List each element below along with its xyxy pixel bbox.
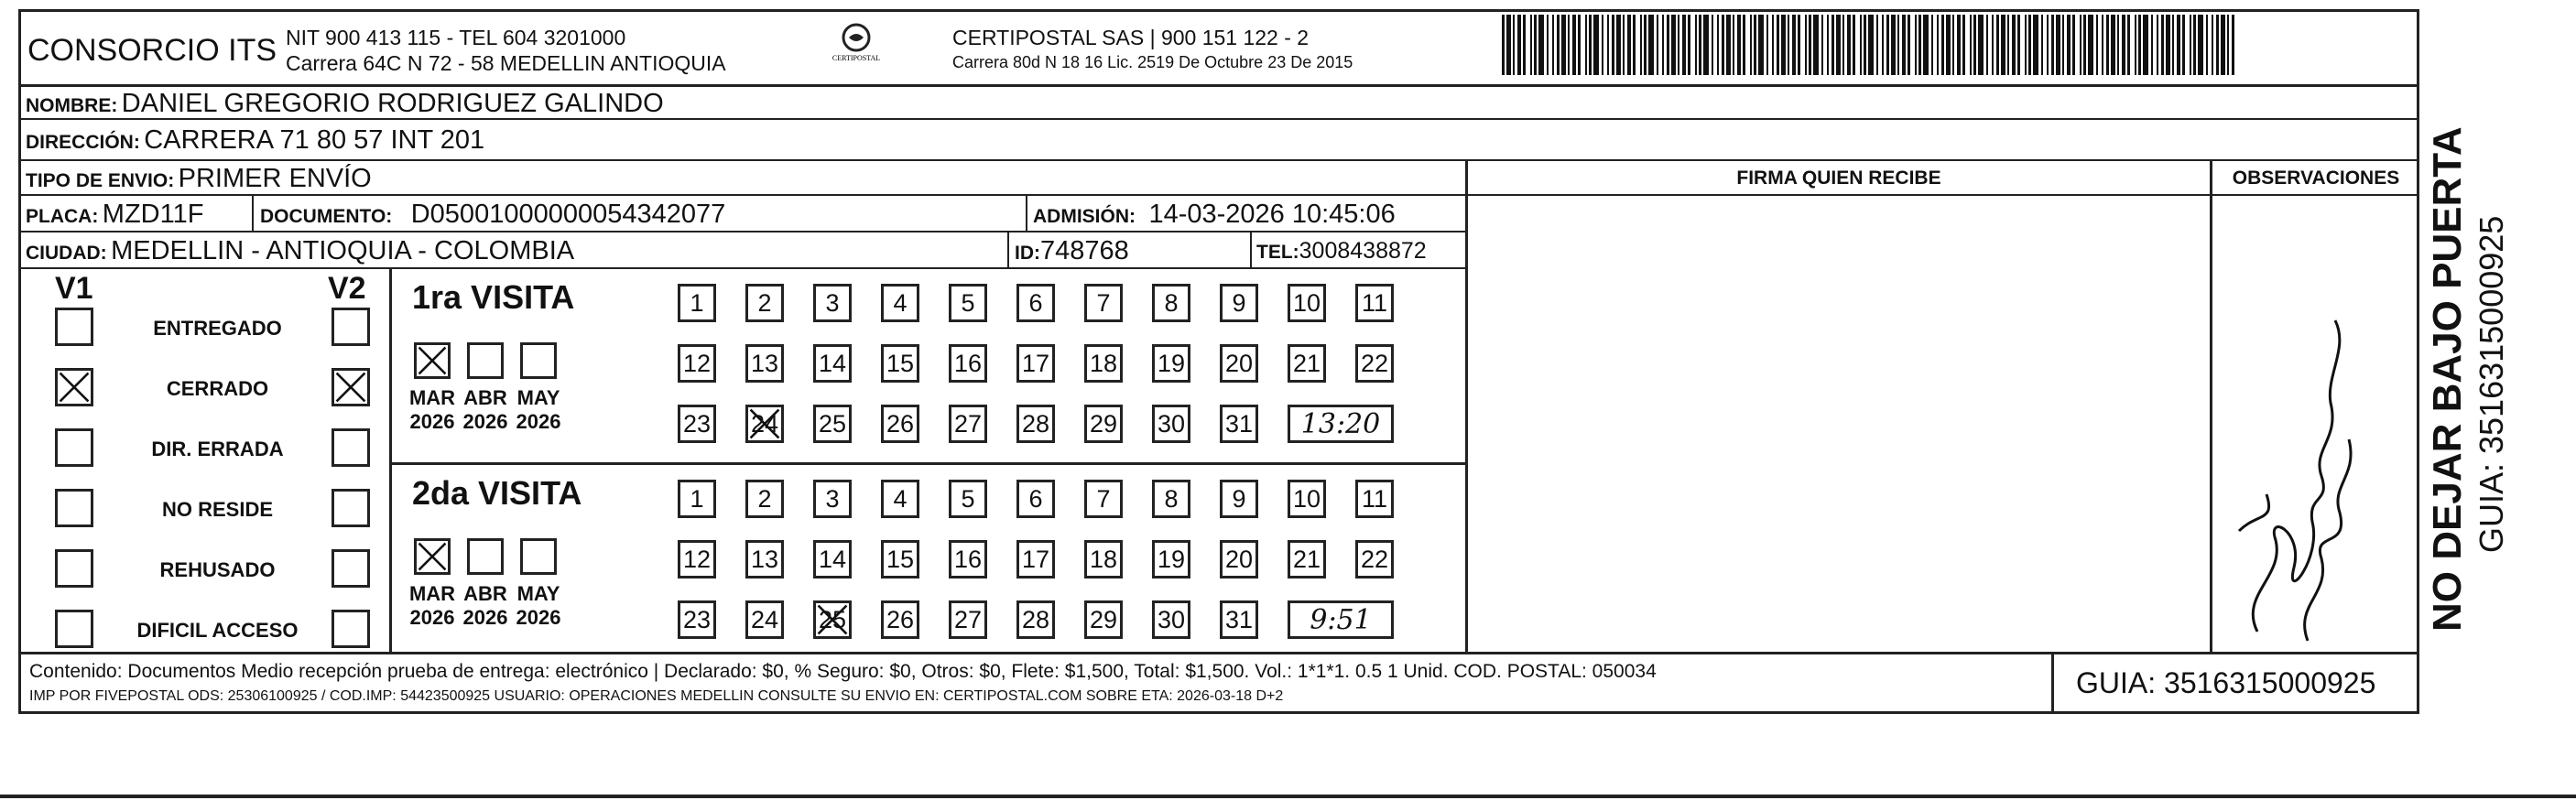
day-box[interactable]: [949, 540, 987, 579]
day-box[interactable]: [881, 284, 919, 322]
side-guia: GUIA: 3516315000925: [2473, 215, 2510, 553]
day-number: 31: [1224, 605, 1254, 633]
day-number: 2: [757, 484, 772, 513]
certipostal-logo: [829, 22, 884, 70]
day-box[interactable]: [745, 344, 784, 383]
day-box[interactable]: [745, 600, 784, 639]
row-tipo: [18, 161, 1465, 196]
observaciones-header: OBSERVACIONES: [2212, 161, 2419, 196]
day-box[interactable]: [1220, 284, 1258, 322]
day-number: 12: [682, 349, 712, 377]
day-number: 6: [1028, 288, 1043, 317]
firma-header: FIRMA QUIEN RECIBE: [1468, 161, 2210, 196]
day-number: 3: [825, 288, 840, 317]
visit-title: 2da VISITA: [412, 474, 582, 512]
day-number: 8: [1164, 484, 1179, 513]
status-v1-checkbox[interactable]: [55, 308, 93, 346]
day-box[interactable]: [745, 405, 784, 443]
day-box[interactable]: [678, 480, 716, 518]
day-number: 25: [818, 409, 847, 438]
day-number: 12: [682, 545, 712, 573]
month-label: MAR 2026: [408, 386, 456, 433]
day-box[interactable]: [1152, 344, 1190, 383]
day-box[interactable]: [813, 600, 852, 639]
company-name: CONSORCIO ITS: [27, 33, 277, 68]
day-number: 22: [1360, 349, 1389, 377]
documento-label: DOCUMENTO:: [260, 206, 393, 227]
status-v2-checkbox[interactable]: [332, 549, 370, 588]
visit-time[interactable]: 9:51: [1288, 600, 1394, 639]
status-v2-checkbox[interactable]: [332, 428, 370, 467]
day-box[interactable]: [745, 284, 784, 322]
day-box[interactable]: [949, 284, 987, 322]
day-number: 14: [818, 545, 847, 573]
day-number: 24: [750, 409, 779, 438]
check-x-icon: [334, 371, 367, 404]
certipostal-info: CERTIPOSTAL SAS | 900 151 122 - 2: [952, 26, 1310, 49]
day-number: 26: [886, 605, 915, 633]
barcode: [1502, 15, 2234, 75]
day-box[interactable]: [813, 405, 852, 443]
day-number: 17: [1021, 349, 1050, 377]
day-number: 16: [953, 349, 983, 377]
day-box[interactable]: [949, 344, 987, 383]
day-number: 30: [1157, 605, 1186, 633]
check-x-icon: [58, 371, 91, 404]
status-option-label: CERRADO: [166, 377, 269, 400]
footer-imp: IMP POR FIVEPOSTAL ODS: 25306100925 / COD.IMP: 54423500925 USUARIO: OPERACIONES MEDELLIN CONSULTE SU ENVIO EN: CERTIPOSTAL.COM SOBRE ETA: 2026-03-18 D+2: [29, 688, 1284, 704]
direccion-value: CARRERA 71 80 57 INT 201: [144, 125, 485, 155]
status-v2-checkbox[interactable]: [332, 489, 370, 527]
month-checkbox[interactable]: [467, 538, 504, 575]
day-number: 23: [682, 409, 712, 438]
status-v1-header: V1: [55, 271, 93, 306]
nombre-value: DANIEL GREGORIO RODRIGUEZ GALINDO: [121, 89, 664, 118]
day-box[interactable]: [1220, 405, 1258, 443]
status-v1-checkbox[interactable]: [55, 368, 93, 406]
day-box[interactable]: [745, 480, 784, 518]
documento-value: D05001000000054342077: [410, 200, 726, 229]
day-number: 13: [750, 545, 779, 573]
status-option-label: ENTREGADO: [153, 317, 282, 340]
day-number: 6: [1028, 484, 1043, 513]
svg-text:CERTIPOSTAL: CERTIPOSTAL: [831, 54, 881, 62]
status-option-label: REHUSADO: [159, 558, 276, 581]
nombre-label: NOMBRE:: [26, 95, 118, 116]
check-x-icon: [417, 345, 448, 376]
day-box[interactable]: [881, 480, 919, 518]
status-option-label: NO RESIDE: [161, 498, 274, 521]
company-address: Carrera 64C N 72 - 58 MEDELLIN ANTIOQUIA: [286, 51, 726, 75]
footer-guia-box: [2051, 652, 2419, 714]
day-number: 11: [1361, 288, 1388, 317]
day-box[interactable]: [1152, 405, 1190, 443]
day-box[interactable]: [1152, 600, 1190, 639]
day-number: 22: [1360, 545, 1389, 573]
tipo-value: PRIMER ENVÍO: [178, 164, 372, 193]
id-value: 748768: [1040, 236, 1129, 265]
admision-label: ADMISIÓN:: [1033, 206, 1136, 227]
day-number: 19: [1157, 349, 1186, 377]
month-checkbox[interactable]: [520, 538, 557, 575]
day-number: 13: [750, 349, 779, 377]
day-box[interactable]: [813, 284, 852, 322]
day-number: 24: [750, 605, 779, 633]
check-x-icon: [417, 541, 448, 572]
footer-guia: GUIA: 3516315000925: [2076, 666, 2376, 699]
day-box[interactable]: [881, 540, 919, 579]
day-number: 14: [818, 349, 847, 377]
day-box[interactable]: [1220, 344, 1258, 383]
day-number: 21: [1292, 349, 1321, 377]
day-box[interactable]: [1084, 480, 1123, 518]
day-number: 29: [1089, 409, 1118, 438]
day-cross-icon: [748, 407, 781, 440]
row-ciudad: [18, 232, 1465, 269]
month-label: ABR 2026: [462, 582, 508, 629]
day-box[interactable]: [813, 344, 852, 383]
day-number: 5: [961, 288, 975, 317]
day-number: 9: [1232, 484, 1246, 513]
placa-divider: [252, 196, 254, 231]
day-box[interactable]: [1016, 405, 1055, 443]
day-number: 15: [886, 349, 915, 377]
status-v2-checkbox[interactable]: [332, 610, 370, 648]
day-box[interactable]: [678, 540, 716, 579]
day-box[interactable]: [881, 405, 919, 443]
day-number: 19: [1157, 545, 1186, 573]
placa-label: PLACA:: [26, 206, 99, 227]
status-v1-checkbox[interactable]: [55, 489, 93, 527]
visit-time[interactable]: 13:20: [1288, 405, 1394, 443]
day-number: 28: [1021, 409, 1050, 438]
day-box[interactable]: [813, 540, 852, 579]
day-box[interactable]: [1355, 540, 1394, 579]
barcode-bars: [1502, 15, 2234, 75]
day-number: 11: [1361, 484, 1388, 513]
status-v2-checkbox[interactable]: [332, 308, 370, 346]
day-box[interactable]: [678, 600, 716, 639]
day-box[interactable]: [1288, 540, 1326, 579]
day-number: 15: [886, 545, 915, 573]
month-label: MAY 2026: [516, 386, 561, 433]
day-number: 5: [961, 484, 975, 513]
visit-second: [392, 465, 1465, 652]
day-box[interactable]: [1355, 480, 1394, 518]
day-box[interactable]: [949, 405, 987, 443]
recipient-signature: [2221, 293, 2367, 650]
day-box[interactable]: [1288, 344, 1326, 383]
status-v1-checkbox[interactable]: [55, 549, 93, 588]
day-box[interactable]: [1288, 480, 1326, 518]
footer-contenido: Contenido: Documentos Medio recepción prueba de entrega: electrónico | Declarado: $0, % Seguro: $0, Otros: $0, Flete: $1,500, Total: $1,500. Vol.: 1*1*1. 0.5 1 Unid. COD. POSTAL: 050034: [29, 661, 1657, 682]
month-label: ABR 2026: [462, 386, 508, 433]
tipo-label: TIPO DE ENVIO:: [26, 170, 175, 191]
admision-value: 14-03-2026 10:45:06: [1148, 200, 1396, 229]
month-label: MAY 2026: [516, 582, 561, 629]
day-number: 31: [1224, 409, 1254, 438]
day-box[interactable]: [745, 540, 784, 579]
day-number: 30: [1157, 409, 1186, 438]
signature-column-divider: [1465, 161, 1468, 652]
day-box[interactable]: [1016, 284, 1055, 322]
id-divider: [1007, 232, 1009, 267]
admision-divider: [1026, 196, 1027, 231]
day-box[interactable]: [678, 344, 716, 383]
day-number: 25: [818, 605, 847, 633]
month-checkbox[interactable]: [520, 342, 557, 379]
day-box[interactable]: [678, 405, 716, 443]
day-number: 10: [1292, 484, 1321, 513]
day-number: 23: [682, 605, 712, 633]
day-number: 10: [1292, 288, 1321, 317]
day-box[interactable]: [1084, 405, 1123, 443]
day-box[interactable]: [678, 284, 716, 322]
day-box[interactable]: [1220, 480, 1258, 518]
status-v1-checkbox[interactable]: [55, 610, 93, 648]
status-v2-header: V2: [328, 271, 366, 306]
day-number: 20: [1224, 349, 1254, 377]
tel-label: TEL:: [1256, 242, 1299, 263]
row-placa: [18, 196, 1465, 232]
company-nit: NIT 900 413 115 - TEL 604 3201000: [286, 26, 626, 49]
ciudad-value: MEDELLIN - ANTIOQUIA - COLOMBIA: [111, 236, 575, 265]
month-label: MAR 2026: [408, 582, 456, 629]
day-number: 4: [893, 484, 908, 513]
day-number: 29: [1089, 605, 1118, 633]
day-number: 17: [1021, 545, 1050, 573]
id-label: ID:: [1015, 243, 1040, 264]
day-cross-icon: [816, 603, 849, 636]
tel-divider: [1250, 232, 1252, 267]
day-box[interactable]: [949, 480, 987, 518]
day-box[interactable]: [1016, 540, 1055, 579]
month-checkbox[interactable]: [467, 342, 504, 379]
day-number: 27: [953, 605, 983, 633]
tel-value: 3008438872: [1299, 238, 1427, 264]
day-number: 18: [1089, 545, 1118, 573]
day-number: 26: [886, 409, 915, 438]
day-box[interactable]: [1016, 600, 1055, 639]
month-checkbox[interactable]: [414, 538, 451, 575]
day-box[interactable]: [1152, 480, 1190, 518]
day-box[interactable]: [1084, 600, 1123, 639]
day-box[interactable]: [1355, 284, 1394, 322]
day-box[interactable]: [1152, 284, 1190, 322]
day-box[interactable]: [881, 344, 919, 383]
certipostal-license: Carrera 80d N 18 16 Lic. 2519 De Octubre 23 De 2015: [952, 53, 1353, 71]
day-number: 20: [1224, 545, 1254, 573]
day-number: 18: [1089, 349, 1118, 377]
status-option-label: DIFICIL ACCESO: [136, 619, 299, 642]
day-number: 7: [1096, 288, 1111, 317]
day-number: 9: [1232, 288, 1246, 317]
month-checkbox[interactable]: [414, 342, 451, 379]
day-box[interactable]: [949, 600, 987, 639]
day-box[interactable]: [1016, 480, 1055, 518]
visit-first: [392, 269, 1465, 462]
day-box[interactable]: [1016, 344, 1055, 383]
day-number: 27: [953, 409, 983, 438]
day-number: 8: [1164, 288, 1179, 317]
row-nombre: [18, 87, 2419, 120]
placa-value: MZD11F: [102, 200, 204, 229]
direccion-label: DIRECCIÓN:: [26, 132, 140, 153]
side-warning: NO DEJAR BAJO PUERTA: [2425, 126, 2470, 632]
day-number: 2: [757, 288, 772, 317]
ciudad-label: CIUDAD:: [26, 243, 107, 264]
row-direccion: [18, 120, 2419, 161]
visit-title: 1ra VISITA: [412, 278, 575, 316]
day-number: 7: [1096, 484, 1111, 513]
day-box[interactable]: [1288, 284, 1326, 322]
day-box[interactable]: [1084, 344, 1123, 383]
day-number: 4: [893, 288, 908, 317]
observaciones-divider: [2210, 161, 2212, 652]
status-option-label: DIR. ERRADA: [151, 438, 284, 460]
status-v1-checkbox[interactable]: [55, 428, 93, 467]
status-list: [18, 302, 389, 650]
day-number: 21: [1292, 545, 1321, 573]
day-number: 28: [1021, 605, 1050, 633]
scan-edge: [0, 795, 2576, 798]
day-number: 16: [953, 545, 983, 573]
day-number: 3: [825, 484, 840, 513]
day-box[interactable]: [1084, 540, 1123, 579]
day-number: 1: [690, 484, 704, 513]
day-box[interactable]: [1220, 600, 1258, 639]
day-box[interactable]: [1152, 540, 1190, 579]
day-box[interactable]: [813, 480, 852, 518]
status-v2-checkbox[interactable]: [332, 368, 370, 406]
day-box[interactable]: [1084, 284, 1123, 322]
day-box[interactable]: [1220, 540, 1258, 579]
day-box[interactable]: [881, 600, 919, 639]
day-number: 1: [690, 288, 704, 317]
day-box[interactable]: [1355, 344, 1394, 383]
